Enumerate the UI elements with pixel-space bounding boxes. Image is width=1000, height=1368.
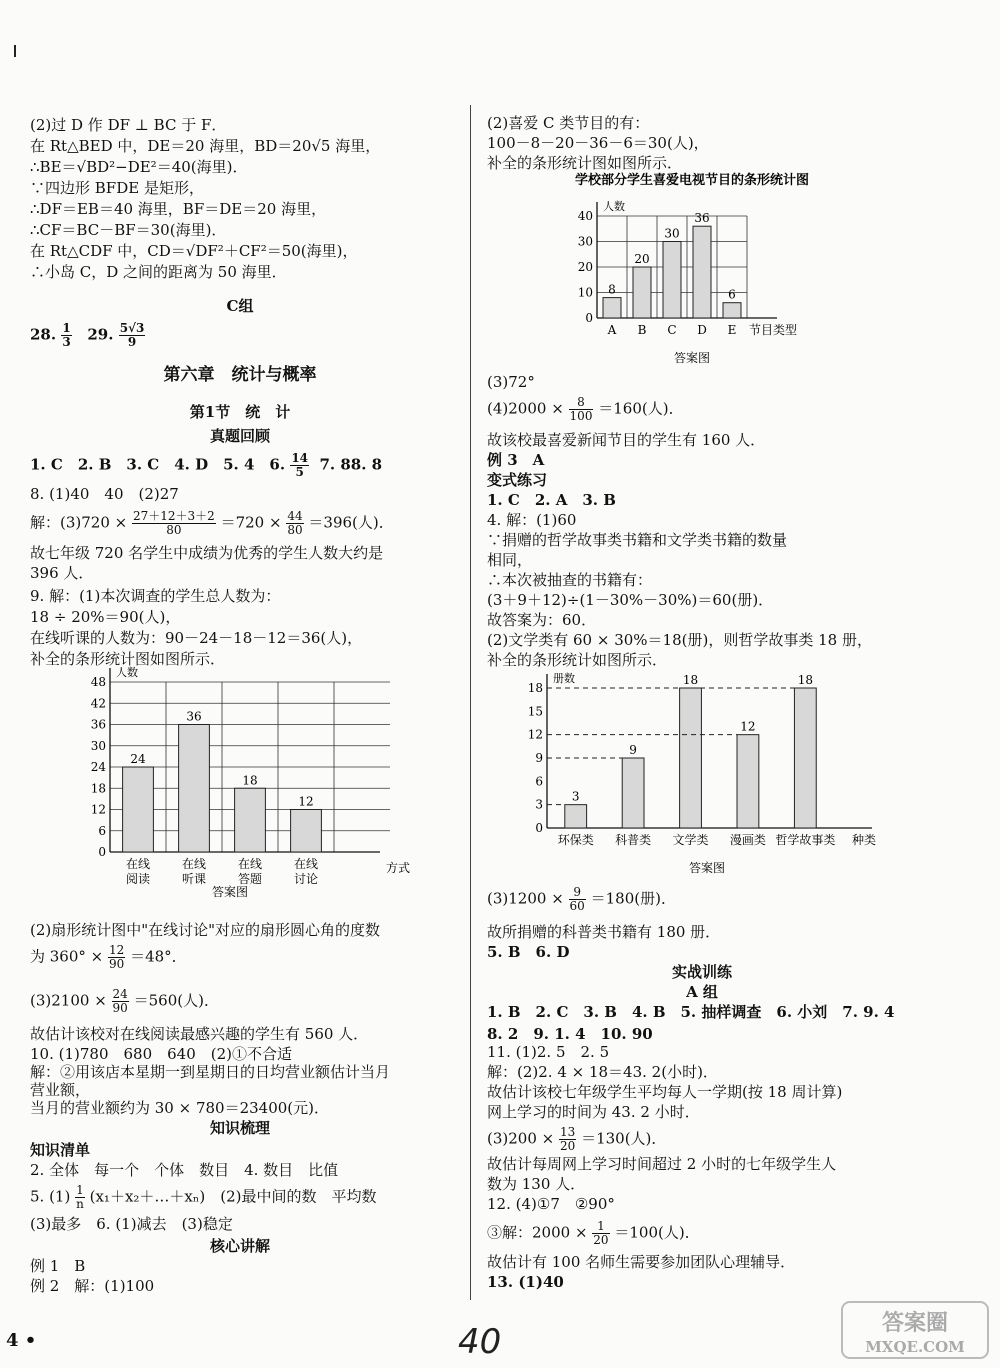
example-3: 例 3 A	[487, 451, 545, 469]
variant-4-3: (3)1200 × $\frac{9}{60}$ ＝180(册)．	[487, 885, 676, 913]
variant-4-line: (3＋9＋12)÷(1－30%－30%)＝60(册)．	[487, 591, 774, 609]
answer-28-29	[30, 322, 145, 349]
variant-4-line: ∵捐赠的哲学故事类书籍和文学类书籍的数量	[487, 531, 788, 549]
category-label: 在线	[237, 857, 263, 871]
practice-11-end: 数为 130 人．	[487, 1175, 586, 1193]
answer-8-3: 解：(3)720 × $\frac{27+12+3+2}{80}$ ＝720 × $\frac{44}{80}$ ＝396(人)．	[30, 509, 394, 537]
category-label: 讨论	[293, 872, 319, 886]
tick-label: 12	[527, 727, 543, 742]
group-c-heading: C组	[226, 297, 254, 315]
answer-8-conclusion: 396 人．	[30, 564, 94, 582]
x-axis-label: 方式	[386, 861, 411, 875]
category-label: E	[727, 323, 737, 337]
solution-line: ∴小岛 C，D 之间的距离为 50 海里．	[30, 263, 287, 281]
tick-label: 30	[90, 738, 106, 753]
variant-4-line: 故答案为：60．	[487, 611, 597, 629]
variant-heading: 变式练习	[487, 471, 548, 489]
solution-line: ∴BE＝√BD²−DE²＝40(海里)．	[30, 158, 248, 176]
tick-label: 0	[535, 821, 543, 835]
answer-3: (3)72°	[487, 373, 535, 391]
practice-12-end: 故估计有 100 名师生需要参加团队心理辅导．	[487, 1253, 796, 1271]
fraction: $\frac{1}{20}$	[593, 1219, 609, 1247]
bar	[633, 267, 651, 318]
bar	[680, 688, 702, 828]
practice-heading: 实战训练	[671, 963, 732, 981]
variant-4-line: (2)文学类有 60 × 30%＝18(册)，则哲学故事类 18 册，	[487, 631, 872, 649]
answer-8: 8. (1)40 40 (2)27	[30, 485, 179, 503]
group-a-heading: A 组	[686, 983, 718, 1001]
chart-online-activities	[70, 660, 430, 900]
bar	[291, 810, 322, 853]
tick-label: 10	[577, 285, 593, 300]
answer-9-3: (3)2100 × $\frac{24}{90}$ ＝560(人)．	[30, 987, 219, 1015]
margin-mark	[14, 45, 16, 57]
y-axis-label: 人数	[603, 200, 625, 213]
category-label: 听课	[181, 872, 207, 886]
data-label: 24	[130, 752, 146, 766]
example-2: 例 2 解：(1)100	[30, 1277, 155, 1295]
category-label: 哲学故事类	[775, 833, 836, 847]
fraction: $\frac{5√3}{9}$	[119, 321, 145, 349]
bar	[123, 767, 154, 852]
core-heading: 核心讲解	[209, 1237, 270, 1255]
category-label: 科普类	[615, 833, 652, 847]
fraction: $\frac{13}{20}$	[560, 1125, 576, 1153]
answer-10-line: 当月的营业额约为 30 × 780＝23400(元)．	[30, 1099, 330, 1117]
practice-11-line: 11. (1)2. 5 2. 5	[487, 1043, 610, 1061]
variant-5-6: 5. B 6. D	[487, 943, 570, 961]
handwritten-page-number: 40	[458, 1322, 502, 1362]
solution-line: 100－8－20－36－6＝30(人)，	[487, 134, 709, 152]
fraction: $\frac{12}{90}$	[109, 943, 125, 971]
practice-11-line: 网上学习的时间为 43. 2 小时．	[487, 1103, 700, 1121]
tick-label: 20	[577, 260, 593, 274]
answer-9-end: 故估计该校对在线阅读最感兴趣的学生有 560 人．	[30, 1025, 369, 1043]
bar	[622, 758, 644, 828]
bar	[737, 735, 759, 828]
category-label: 在线	[181, 857, 207, 871]
chart-title: 学校部分学生喜爱电视节目的条形统计图	[574, 173, 810, 188]
bar	[663, 242, 681, 319]
practice-12: 12. (4)①7 ②90°	[487, 1195, 615, 1213]
answer-9-2: (2)扇形统计图中"在线讨论"对应的扇形圆心角的度数	[30, 921, 381, 939]
data-label: 8	[608, 282, 616, 297]
fraction: $\frac{14}{5}$	[291, 451, 309, 479]
answer-10-line: 解：②用该店本星期一到星期日的日均营业额估计当月	[30, 1063, 391, 1081]
practice-8-10: 8. 2 9. 1. 4 10. 90	[487, 1025, 653, 1043]
y-axis-label: 人数	[116, 666, 138, 679]
x-axis-label: 节目类型	[749, 323, 798, 337]
variant-4-line: 补全的条形统计如图所示．	[487, 651, 668, 669]
tick-label: 3	[535, 797, 543, 812]
tick-label: 12	[90, 802, 106, 817]
data-label: 12	[740, 719, 756, 734]
solution-line: (2)过 D 作 DF ⊥ BC 于 F．	[30, 116, 227, 134]
variant-4-line: ∴本次被抽查的书籍有：	[487, 571, 653, 589]
data-label: 36	[694, 211, 710, 226]
tick-label: 30	[577, 234, 593, 249]
variant-4-end: 故所捐赠的科普类书籍有 180 册．	[487, 923, 721, 941]
fraction: $\frac{44}{80}$	[287, 509, 303, 537]
solution-line: 补全的条形统计图如图所示．	[487, 154, 683, 172]
answer-9-line: 18 ÷ 20%＝90(人)，	[30, 608, 181, 626]
x-axis-label: 种类	[852, 833, 877, 847]
fraction: $\frac{1}{3}$	[62, 321, 71, 349]
practice-1-7: 1. B 2. C 3. B 4. B 5. 抽样调查 6. 小刘 7. 9. 4	[487, 1003, 895, 1021]
practice-11-line: 解：(2)2. 4 × 18＝43. 2(小时)．	[487, 1063, 718, 1081]
tick-label: 0	[585, 311, 593, 325]
answer-4-end: 故该校最喜爱新闻节目的学生有 160 人．	[487, 431, 766, 449]
answer-9-line: 9. 解：(1)本次调查的学生总人数为：	[30, 587, 281, 605]
solution-line: (2)喜爱 C 类节目的有：	[487, 114, 650, 132]
variant-1-3: 1. C 2. A 3. B	[487, 491, 616, 509]
practice-11-line: 故估计该校七年级学生平均每人一学期(按 18 周计算)	[487, 1083, 843, 1101]
chart-caption: 答案图	[688, 861, 726, 875]
answers-1-7: 1. C 2. B 3. C 4. D 5. 4 6. $\frac{14}{5}$ 7. 88. 8	[30, 451, 383, 479]
solution-line: ∴CF＝BC－BF＝30(海里)．	[30, 221, 227, 239]
example-1: 例 1 B	[30, 1257, 86, 1275]
tick-label: 0	[98, 845, 106, 859]
fraction: $\frac{1}{n}$	[76, 1183, 84, 1211]
tick-label: 48	[90, 675, 106, 689]
tick-label: 24	[90, 760, 106, 774]
solution-line: ∵四边形 BFDE 是矩形，	[30, 179, 204, 197]
practice-11-end: 故估计每周网上学习时间超过 2 小时的七年级学生人	[487, 1155, 837, 1173]
bar	[693, 226, 711, 318]
data-label: 18	[682, 673, 699, 687]
category-label: A	[607, 323, 617, 337]
tick-label: 36	[90, 717, 106, 732]
knowledge-5: 5. (1) $\frac{1}{n}$ (x₁＋x₂＋…＋xₙ) (2)最中间的数 平均数	[30, 1183, 377, 1211]
fraction: $\frac{8}{100}$	[569, 395, 593, 423]
category-label: D	[697, 323, 707, 337]
category-label: B	[637, 323, 647, 337]
answer-8-conclusion: 故七年级 720 名学生中成绩为优秀的学生人数大约是	[30, 544, 384, 562]
chart-books	[507, 666, 907, 876]
data-label: 18	[242, 773, 258, 788]
knowledge-heading: 知识梳理	[209, 1119, 270, 1137]
data-label: 12	[298, 794, 314, 809]
data-label: 18	[797, 673, 813, 687]
practice-13: 13. (1)40	[487, 1273, 564, 1291]
category-label: 环保类	[557, 833, 594, 847]
tick-label: 6	[98, 823, 106, 838]
fraction: $\frac{24}{90}$	[112, 987, 128, 1015]
y-axis-label: 册数	[553, 672, 575, 685]
answer-29-label: 29.	[87, 325, 114, 344]
answer-10-line: 营业额，	[30, 1081, 91, 1099]
category-label: 在线	[125, 857, 151, 871]
category-label: C	[667, 323, 677, 337]
practice-11-3: (3)200 × $\frac{13}{20}$ ＝130(人)．	[487, 1125, 667, 1153]
tick-label: 15	[527, 704, 543, 719]
variant-4-line: 相同，	[487, 551, 533, 569]
data-label: 6	[728, 287, 736, 302]
solution-line: ∴DF＝EB＝40 海里，BF＝DE＝20 海里，	[30, 200, 327, 218]
answer-10-line: 10. (1)780 680 640 (2)①不合适	[30, 1045, 293, 1063]
knowledge-2: 2. 全体 每一个 个体 数目 4. 数目 比值	[30, 1161, 339, 1179]
bar	[794, 688, 816, 828]
solution-line: 在 Rt△BED 中，DE＝20 海里，BD＝20√5 海里，	[30, 137, 381, 155]
tick-label: 18	[90, 781, 106, 796]
section-title: 第1节 统 计	[189, 403, 291, 421]
svg-text:答案圈: 答案圈	[881, 1310, 949, 1336]
answer-28-label: 28.	[30, 325, 57, 344]
data-label: 3	[571, 789, 580, 804]
category-label: 文学类	[672, 833, 709, 847]
fraction: $\frac{9}{60}$	[569, 885, 585, 913]
data-label: 30	[664, 226, 680, 241]
watermark-logo	[840, 1300, 990, 1360]
category-label: 阅读	[125, 872, 151, 886]
chart-caption: 答案图	[673, 351, 711, 365]
chart-caption: 答案图	[211, 885, 249, 899]
data-label: 36	[186, 709, 202, 724]
tick-label: 9	[535, 751, 543, 765]
tick-label: 18	[527, 681, 543, 695]
data-label: 9	[629, 743, 637, 757]
variant-4-line: 4. 解：(1)60	[487, 511, 577, 529]
solution-line: 在 Rt△CDF 中，CD＝√DF²＋CF²＝50(海里)，	[30, 242, 358, 260]
category-label: 答题	[237, 872, 263, 886]
knowledge-5-3: (3)最多 6. (1)减去 (3)稳定	[30, 1215, 233, 1233]
bar	[235, 788, 266, 852]
svg-text:MXQE.COM: MXQE.COM	[865, 1338, 965, 1356]
chapter-title: 第六章 统计与概率	[163, 365, 317, 385]
answer-9-line: 补全的条形统计图如图所示．	[30, 650, 226, 668]
fraction: $\frac{27+12+3+2}{80}$	[133, 509, 215, 537]
answer-4: (4)2000 × $\frac{8}{100}$ ＝160(人)．	[487, 395, 684, 423]
tick-label: 40	[577, 209, 593, 223]
bar	[179, 725, 210, 853]
answer-9-2-calc: 为 360° × $\frac{12}{90}$ ＝48°．	[30, 943, 187, 971]
page-number: 4 •	[6, 1330, 37, 1351]
chart-tv-programs	[537, 168, 897, 368]
column-divider	[470, 105, 471, 1300]
tick-label: 42	[90, 696, 106, 711]
category-label: 在线	[293, 857, 319, 871]
list-heading: 知识清单	[30, 1141, 91, 1159]
category-label: 漫画类	[729, 833, 766, 847]
bar	[603, 298, 621, 318]
bar	[565, 805, 587, 828]
answer-9-line: 在线听课的人数为：90－24－18－12＝36(人)，	[30, 629, 363, 647]
practice-12-3: ③解：2000 × $\frac{1}{20}$ ＝100(人)．	[487, 1219, 700, 1247]
bar	[723, 303, 741, 318]
data-label: 20	[634, 252, 650, 266]
tick-label: 6	[535, 774, 543, 789]
review-heading: 真题回顾	[209, 427, 270, 445]
